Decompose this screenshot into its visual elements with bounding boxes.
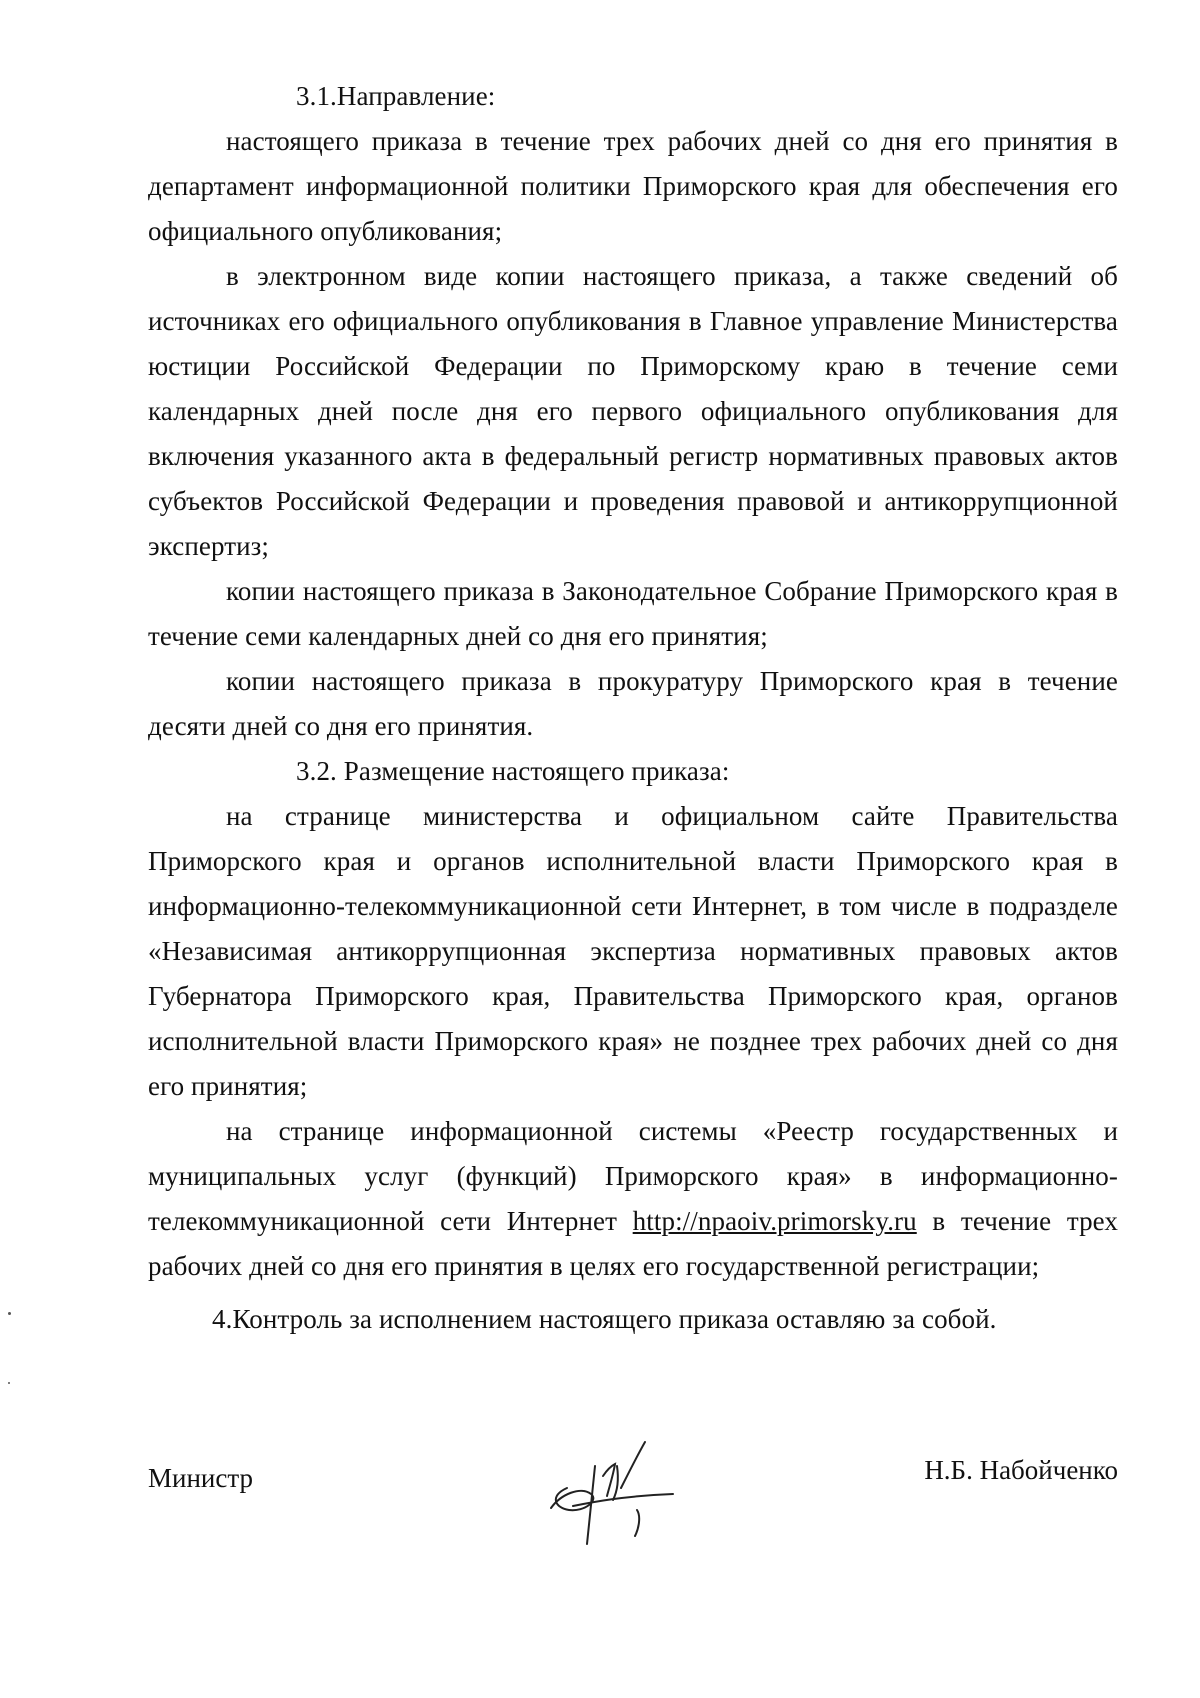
section-3-2-heading: [148, 749, 1118, 794]
section-3-1-number: 3.1.: [296, 81, 337, 111]
document-body: [148, 74, 1118, 1342]
signature-block: [148, 1436, 1118, 1556]
section-3-2-paragraph-2-text: на странице информационной системы «Реестр государственных и муниципальных услуг (функций) Приморского края» в информационно-телекоммуникационной сети Интернет: [148, 1116, 1118, 1236]
section-3-1-paragraph-3: копии настоящего приказа в Законодательное Собрание Приморского края в течение семи календарных дней со дня его принятия;: [148, 576, 1118, 651]
section-4-paragraph: [148, 1297, 1118, 1342]
section-3-1-heading: [148, 74, 1118, 119]
section-3-2-paragraph-2: [148, 1109, 1118, 1289]
signatory-name: Н.Б. Набойченко: [924, 1455, 1118, 1485]
section-4-number: 4.: [212, 1304, 233, 1334]
handwritten-signature: [533, 1436, 693, 1546]
section-3-2-paragraph-1: на странице министерства и официальном сайте Правительства Приморского края и органов исполнительной власти Приморского края в информационно-телекоммуникационной сети Интернет, в том числе в подразделе «Независимая антикоррупционная экспертиза нормативных правовых актов Губернатора Приморского края, Правительства Приморского края, органов исполнительной власти Приморского края» не позднее трех рабочих дней со дня его принятия;: [148, 801, 1118, 1101]
section-3-2-title: Размещение настоящего приказа:: [343, 756, 730, 786]
scan-speck: [8, 1382, 10, 1384]
section-3-1-paragraph-2: в электронном виде копии настоящего приказа, а также сведений об источниках его официального опубликования в Главное управление Министерства юстиции Российской Федерации по Приморскому краю в течение семи календарных дней после дня его первого официального опубликования для включения указанного акта в федеральный регистр нормативных правовых актов субъектов Российской Федерации и проведения правовой и антикоррупционной экспертиз;: [148, 261, 1118, 561]
section-3-1-paragraph-4: копии настоящего приказа в прокуратуру Приморского края в течение десяти дней со дня его принятия.: [148, 666, 1118, 741]
registry-url-link[interactable]: http://npaoiv.primorsky.ru: [632, 1206, 917, 1236]
scan-speck: [8, 1312, 11, 1315]
section-3-1-paragraph-1: настоящего приказа в течение трех рабочих дней со дня его принятия в департамент информационной политики Приморского края для обеспечения его официального опубликования;: [148, 126, 1118, 246]
section-3-2-number: 3.2.: [296, 756, 337, 786]
section-3-2-paragraph-2-tail: в течение трех рабочих дней со дня его принятия в целях его государственной регистрации;: [148, 1206, 1118, 1281]
section-3-1-title: Направление:: [336, 81, 496, 111]
section-4-text: Контроль за исполнением настоящего приказа оставляю за собой.: [232, 1304, 997, 1334]
signatory-title: Министр: [148, 1463, 253, 1493]
